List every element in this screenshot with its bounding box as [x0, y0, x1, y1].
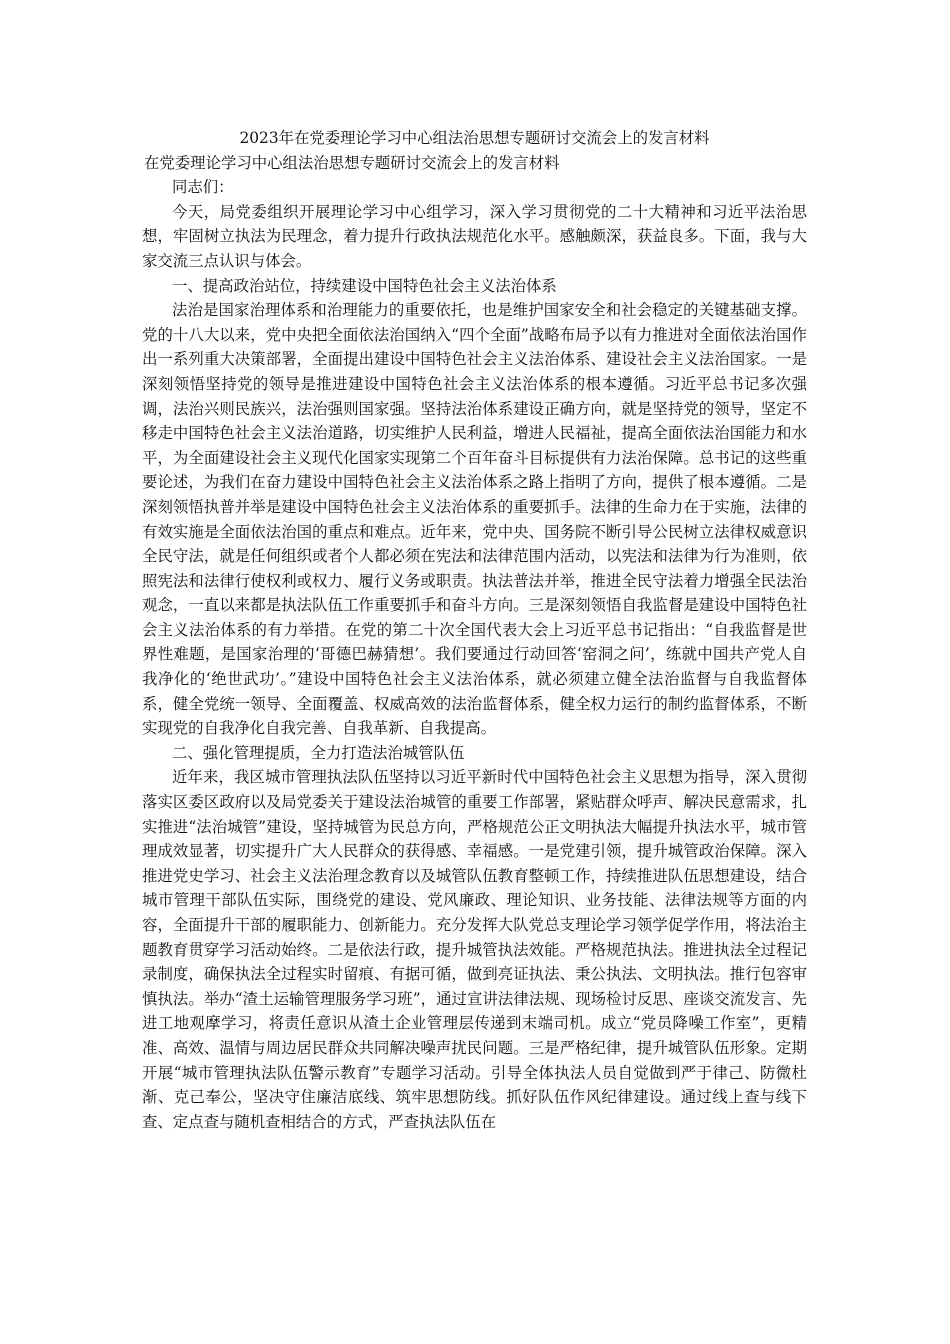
section-2-paragraph: 近年来，我区城市管理执法队伍坚持以习近平新时代中国特色社会主义思想为指导，深入贯彻落实区委区政府以及局党委关于建设法治城管的重要工作部署，紧贴群众呼声、解决民意需求，扎实推进“法治城管”建设，坚持城管为民总方向，严格规范公正文明执法大幅提升执法水平，城市管理成效显著，切实提升广大人民群众的获得感、幸福感。一是党建引领，提升城管政治保障。深入推进党史学习、社会主义法治理念教育以及城管队伍教育整顿工作，持续推进队伍思想建设，结合城市管理干部队伍实际，围绕党的建设、党风廉政、理论知识、业务技能、法律法规等方面的内容，全面提升干部的履职能力、创新能力。充分发挥大队党总支理论学习领学促学作用，将法治主题教育贯穿学习活动始终。二是依法行政，提升城管执法效能。严格规范执法。推进执法全过程记录制度，确保执法全过程实时留痕、有据可循，做到亮证执法、秉公执法、文明执法。推行包容审慎执法。举办“渣土运输管理服务学习班”，通过宣讲法律法规、现场检讨反思、座谈交流发言、先进工地观摩学习，将责任意识从渣土企业管理层传递到末端司机。成立“党员降噪工作室”，更精准、高效、温情与周边居民群众共同解决噪声扰民问题。三是严格纪律，提升城管队伍形象。定期开展“城市管理执法队伍警示教育”专题学习活动。引导全体执法人员自觉做到严于律己、防微杜渐、克己奉公，坚决守住廉洁底线、筑牢思想防线。抓好队伍作风纪律建设。通过线上查与线下查、定点查与随机查相结合的方式，严查执法队伍在	[142, 768, 807, 1131]
section-2-heading: 二、强化管理提质，全力打造法治城管队伍	[172, 743, 465, 762]
document-body	[142, 126, 807, 1134]
document-title: 2023年在党委理论学习中心组法治思想专题研讨交流会上的发言材料	[239, 129, 710, 147]
section-1-heading: 一、提高政治站位，持续建设中国特色社会主义法治体系	[172, 276, 557, 295]
section-1-paragraph: 法治是国家治理体系和治理能力的重要依托，也是维护国家安全和社会稳定的关键基础支撑。党的十八大以来，党中央把全面依法治国纳入“四个全面”战略布局予以有力推进对全面依法治国作出一系列重大决策部署，全面提出建设中国特色社会主义法治体系、建设社会主义法治国家。一是深刻领悟坚持党的领导是推进建设中国特色社会主义法治体系的根本遵循。习近平总书记多次强调，法治兴则民族兴，法治强则国家强。坚持法治体系建设正确方向，就是坚持党的领导，坚定不移走中国特色社会主义法治道路，切实维护人民利益，增进人民福祉，提高全面依法治国能力和水平，为全面建设社会主义现代化国家实现第二个百年奋斗目标提供有力法治保障。总书记的这些重要论述，为我们在奋力建设中国特色社会主义法治体系之路上指明了方向，提供了根本遵循。二是深刻领悟执普并举是建设中国特色社会主义法治体系的重要抓手。法律的生命力在于实施，法律的有效实施是全面依法治国的重点和难点。近年来，党中央、国务院不断引导公民树立法律权威意识全民守法，就是任何组织或者个人都必须在宪法和法律范围内活动，以宪法和法律为行为准则，依照宪法和法律行使权利或权力、履行义务或职责。执法普法并举，推进全民守法着力增强全民法治观念，一直以来都是执法队伍工作重要抓手和奋斗方向。三是深刻领悟自我监督是建设中国特色社会主义法治体系的有力举措。在党的第二十次全国代表大会上习近平总书记指出：“自我监督是世界性难题，是国家治理的‘哥德巴赫猜想’。我们要通过行动回答‘窑洞之问’，练就中国共产党人自我净化的‘绝世武功’。”建设中国特色社会主义法治体系，就必须建立健全法治监督与自我监督体系，健全党统一领导、全面覆盖、权威高效的法治监督体系，健全权力运行的制约监督体系，不断实现党的自我净化自我完善、自我革新、自我提高。	[142, 301, 807, 738]
intro-paragraph: 今天，局党委组织开展理论学习中心组学习，深入学习贯彻党的二十大精神和习近平法治思想，牢固树立执法为民理念，着力提升行政执法规范化水平。感触颇深，获益良多。下面，我与大家交流三点认识与体会。	[142, 202, 807, 270]
greeting: 同志们：	[172, 178, 234, 197]
document-subtitle: 在党委理论学习中心组法治思想专题研讨交流会上的发言材料	[144, 153, 560, 172]
